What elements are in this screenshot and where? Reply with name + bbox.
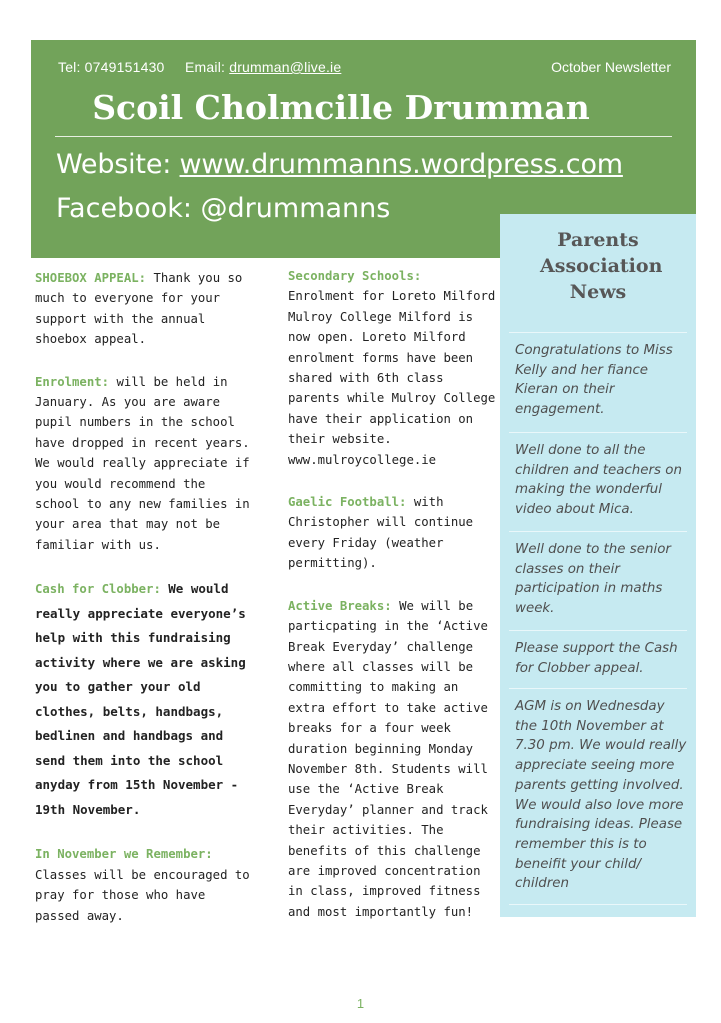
email-label: Email: [185,59,226,75]
secondary-schools-heading: Secondary Schools: [288,269,422,283]
header-divider [55,136,672,137]
remember-heading: In November we Remember: [35,847,213,862]
middle-column [288,266,498,944]
enrolment-text: will be held in January. As you are aware pupil numbers in the school have dropped in recent years. We would really appreciate if you would recommend the school to any new families in your area that may not be familiar with us. [35,374,250,552]
school-title: Scoil Cholmcille Drumman [92,88,590,127]
facebook-line: Facebook: @drummanns [56,193,391,224]
sidebar-item-cash-for-clobber: Please support the Cash for Clobber appeal. [509,630,687,678]
secondary-schools-section [288,266,498,470]
gaelic-football-heading: Gaelic Football: [288,495,407,510]
gaelic-football-section [288,492,498,574]
enrolment-heading: Enrolment: [35,374,110,389]
sidebar-bottom-divider [509,904,687,905]
sidebar-title: Parents Association News [540,229,663,303]
page-number: 1 [356,996,365,1011]
sidebar-item-maths-week: Well done to the senior classes on their participation in maths week. [509,531,687,619]
parents-association-sidebar [500,214,696,917]
active-breaks-text: We will be particpating in the ‘Active Break Everyday’ challenge where all classes will be committing to making an extra effort to take active breaks for a four week duration beginning Monday November 8th. Students will use the ‘Active Break Everyday’ planner and track their activities. The benefits of this challenge are improved concentration in class, improved fitness and most importantly fun! [288,598,488,919]
shoebox-heading: SHOEBOX APPEAL: [35,271,147,285]
email-link[interactable]: drumman@live.ie [229,59,342,75]
cash-for-clobber-text: We would really appreciate everyone’s help with this fundraising activity where we are asking you to gather your old clothes, belts, handbags, bedlinen and handbags and send them into the school anyday from 15th November - 19th November. [35,581,246,817]
shoebox-text: Thank you so much to everyone for your support with the annual shoebox appeal. [35,271,243,347]
contact-line [58,59,341,75]
secondary-schools-text: Enrolment for Loreto Milford Mulroy College Milford is now open. Loreto Milford enrolment forms have been shared with 6th class parents while Mulroy College have their application on their website. www.mulroycollege.ie [288,289,496,467]
remember-text: Classes will be encouraged to pray for those who have passed away. [35,867,250,923]
sidebar-item-engagement: Congratulations to Miss Kelly and her fiance Kieran on their engagement. [509,332,687,420]
gaelic-football-text: with Christopher will continue every Friday (weather permitting). [288,495,474,571]
enrolment-section [35,372,250,556]
website-line [56,149,623,180]
sidebar-item-video: Well done to all the children and teachers on making the wonderful video about Mica. [509,432,687,520]
cash-for-clobber-section [35,577,250,822]
sidebar-item-agm: AGM is on Wednesday the 10th November at 7.30 pm. We would really appreciate seeing more parents getting involved. We would also love more fundraising ideas. Please remember this is to beneifit your child/ children [509,688,687,894]
remember-section [35,844,250,926]
left-column [35,268,250,948]
website-label: Website: [56,149,172,180]
active-breaks-heading: Active Breaks: [288,598,392,613]
active-breaks-section [288,596,498,923]
telephone: Tel: 0749151430 [58,59,165,75]
newsletter-month: October Newsletter [551,59,671,75]
shoebox-section [35,268,250,350]
cash-for-clobber-heading: Cash for Clobber: [35,582,161,597]
website-link[interactable]: www.drummanns.wordpress.com [179,149,623,180]
